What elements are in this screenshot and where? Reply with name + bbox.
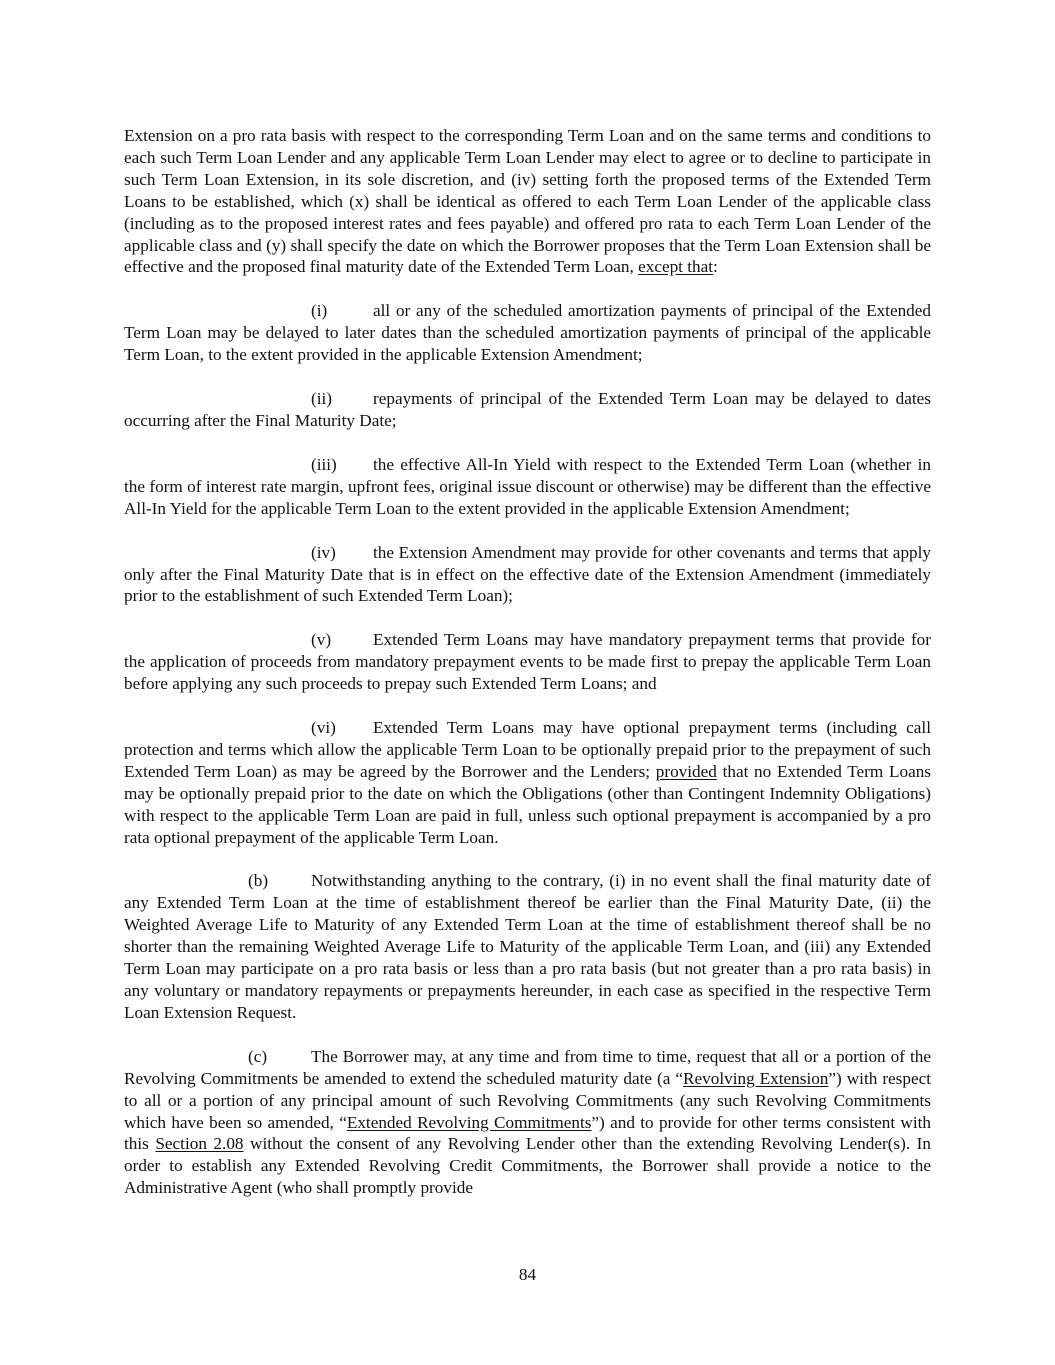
item-text: the effective All-In Yield with respect to the Extended Term Loan (whether in the form of interest rate margin, upfront fees, original issue discount or otherwise) may be different than the effective All-In Yield for the applicable Term Loan to the extent provided in the applicable Extension Amendment; (124, 454, 931, 518)
provided-term: provided (655, 761, 717, 781)
item-i (124, 300, 931, 366)
item-ii (124, 388, 931, 432)
item-iv (124, 542, 931, 608)
paragraph-b (124, 870, 931, 1023)
paragraph-text: The Borrower may, at any time and from time to time, request that all or a portion of the Revolving Commitments be amended to extend the scheduled maturity date (a “ (124, 1046, 931, 1088)
intro-text: Extension on a pro rata basis with respect to the corresponding Term Loan and on the same terms and conditions to each such Term Loan Lender and any applicable Term Loan Lender may elect to agree or to decline to participate in such Term Loan Extension, in its sole discretion, and (iv) setting forth the proposed terms of the Extended Term Loans to be established, which (x) shall be identical as offered to each Term Loan Lender of the applicable class (including as to the proposed interest rates and fees payable) and offered pro rata to each Term Loan Lender of the applicable class and (y) shall specify the date on which the Borrower proposes that the Term Loan Extension shall be effective and the proposed final maturity date of the Extended Term Loan, (124, 126, 931, 277)
paragraph-text: ”) and to provide for other terms consistent with this (124, 1112, 931, 1154)
item-text: the Extension Amendment may provide for other covenants and terms that apply only after the Final Maturity Date that is in effect on the effective date of the Extension Amendment (immediately prior to the establishment of such Extended Term Loan); (124, 542, 931, 606)
item-text-continued: that no Extended Term Loans may be optionally prepaid prior to the date on which the Obligations (other than Contingent Indemnity Obligations) with respect to the applicable Term Loan are paid in full, unless such optional prepayment is accompanied by a pro rata optional prepayment of the applicable Term Loan. (124, 761, 931, 847)
item-vi (124, 717, 931, 848)
item-text: Extended Term Loans may have mandatory prepayment terms that provide for the application of proceeds from mandatory prepayment events to be made first to prepay the applicable Term Loan before applying any such proceeds to prepay such Extended Term Loans; and (124, 630, 931, 694)
paragraph-text: ”) with respect to all or a portion of any principal amount of such Revolving Commitments (any such Revolving Commitments which have been so amended, “ (124, 1068, 931, 1132)
paragraph-c (124, 1046, 931, 1199)
paragraph-label: (c) (248, 1046, 268, 1066)
item-iii (124, 454, 931, 520)
intro-colon: : (713, 257, 718, 277)
item-v (124, 629, 931, 695)
item-label: (i) (311, 301, 328, 321)
item-label: (iv) (311, 542, 336, 562)
item-label: (v) (311, 630, 332, 650)
paragraph-text: Notwithstanding anything to the contrary, (i) in no event shall the final maturity date of any Extended Term Loan at the time of establishment thereof be earlier than the Final Maturity Date, (ii) the Weighted Average Life to Maturity of any Extended Term Loan at the time of establishment thereof shall be no shorter than the remaining Weighted Average Life to Maturity of the applicable Term Loan, and (iii) any Extended Term Loan may participate on a pro rata basis or less than a pro rata basis (but not greater than a pro rata basis) in any voluntary or mandatory repayments or prepayments hereunder, in each case as specified in the respective Term Loan Extension Request. (124, 871, 931, 1022)
item-text: Extended Term Loans may have optional prepayment terms (including call protection and terms which allow the applicable Term Loan to be optionally prepaid prior to the prepayment of such Extended Term Loan) as may be agreed by the Borrower and the Lenders; (124, 718, 931, 781)
item-text: repayments of principal of the Extended Term Loan may be delayed to dates occurring after the Final Maturity Date; (124, 389, 931, 430)
page-number: 84 (518, 1265, 537, 1284)
intro-paragraph (124, 125, 931, 278)
paragraph-label: (b) (248, 871, 269, 891)
extended-revolving-commitments-term: Extended Revolving Commitments (346, 1112, 592, 1132)
document-page (124, 125, 931, 1199)
item-text: all or any of the scheduled amortization payments of principal of the Extended Term Loan may be delayed to later dates than the scheduled amortization payments of principal of the applicable Term Loan, to the extent provided in the applicable Extension Amendment; (124, 301, 931, 365)
except-that-term: except that (638, 257, 714, 277)
section-reference: Section 2.08 (155, 1134, 244, 1154)
paragraph-text: without the consent of any Revolving Lender other than the extending Revolving Lender(s). In order to establish any Extended Revolving Credit Commitments, the Borrower shall provide a notice to the Administrative Agent (who shall promptly provide (124, 1134, 931, 1198)
item-label: (ii) (311, 389, 332, 409)
item-label: (iii) (311, 454, 337, 474)
revolving-extension-term: Revolving Extension (683, 1068, 829, 1088)
item-label: (vi) (311, 718, 336, 738)
